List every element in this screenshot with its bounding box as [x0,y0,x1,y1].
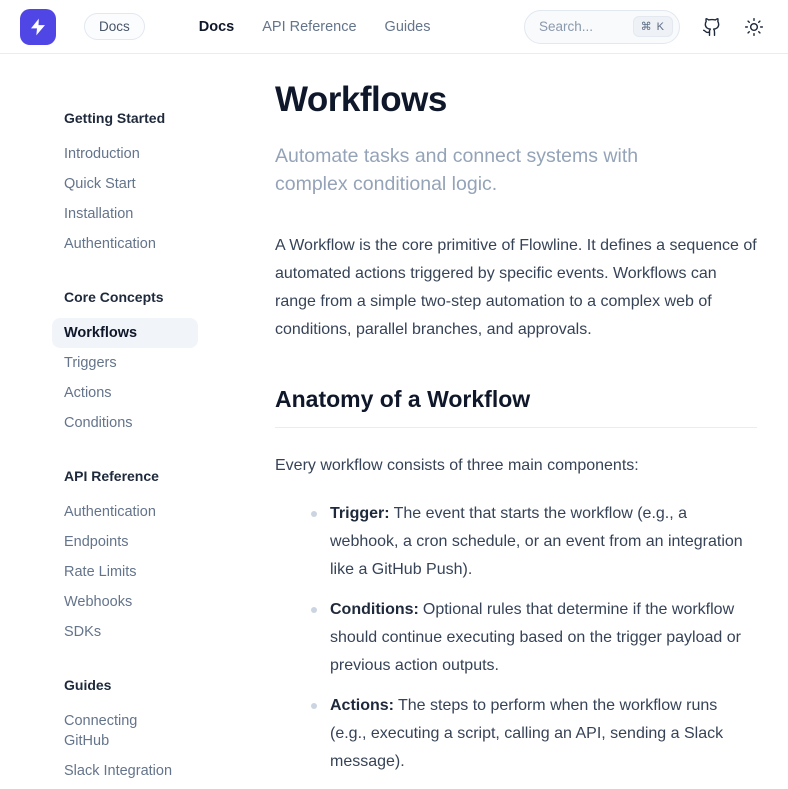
sidebar-item-endpoints[interactable]: Endpoints [64,534,129,550]
top-navbar [0,0,788,54]
main-content [275,54,757,789]
bullet-text: The steps to perform when the workflow runs (e.g., executing a script, calling an API, sending a Slack message). [330,697,724,770]
sidebar-section-list [52,497,198,647]
sidebar-item-authentication[interactable]: Authentication [64,504,156,520]
app-logo[interactable] [20,9,56,45]
list-item [275,692,757,776]
bullet-term: Conditions: [330,601,419,618]
list-item [275,596,757,680]
nav-link-guides[interactable]: Guides [384,18,431,35]
github-icon[interactable] [702,17,722,37]
docs-version-badge[interactable]: Docs [84,13,145,40]
lightning-bolt-icon [28,17,48,37]
sidebar-section-title: Core Concepts [64,289,164,305]
sidebar-item-authentication[interactable]: Authentication [64,236,156,252]
bullet-term: Actions: [330,697,394,714]
page-subtitle: Automate tasks and connect systems with complex conditional logic. [275,145,639,195]
nav-link-api-reference[interactable]: API Reference [262,18,357,35]
search-input[interactable] [539,19,617,34]
bullet-text: Optional rules that determine if the workflow should continue executing based on the trigger payload or previous action outputs. [330,601,741,674]
sidebar-item-quick-start[interactable]: Quick Start [64,176,136,192]
bullet-term: Trigger: [330,505,390,522]
sidebar-section-title: Getting Started [64,110,166,126]
sidebar-section-list [52,706,198,786]
intro-paragraph: A Workflow is the core primitive of Flowline. It defines a sequence of automated actions triggered by specific events. Workflows can range from a simple two-step automation to a complex web of conditions, parallel branches, and approvals. [275,237,757,338]
sidebar-section-title: Guides [64,677,112,693]
sidebar-item-rate-limits[interactable]: Rate Limits [64,564,137,580]
sidebar-section-title: API Reference [64,468,159,484]
sidebar-item-actions[interactable]: Actions [64,385,112,401]
sidebar-section-list [52,139,198,259]
sidebar-item-workflows[interactable]: Workflows [52,318,198,348]
sidebar-item-installation[interactable]: Installation [64,206,134,222]
sidebar-item-webhooks[interactable]: Webhooks [64,594,133,610]
sidebar-item-triggers[interactable]: Triggers [64,355,117,371]
search-shortcut-kbd: ⌘ K [633,16,673,37]
sidebar [0,54,275,789]
sun-theme-toggle-icon[interactable] [744,17,764,37]
search-box[interactable] [524,10,680,44]
sidebar-nav [52,110,198,786]
sidebar-item-introduction[interactable]: Introduction [64,146,140,162]
nav-link-docs[interactable]: Docs [198,18,235,35]
section-heading: Anatomy of a Workflow [275,386,757,428]
top-navigation [199,19,431,35]
page-title: Workflows [275,80,447,119]
sidebar-item-slack-integration[interactable]: Slack Integration [64,763,173,779]
sidebar-section-list [52,318,198,438]
components-list [275,500,757,776]
sidebar-item-connecting-github[interactable]: Connecting GitHub [64,713,138,749]
bullet-text: The event that starts the workflow (e.g., a webhook, a cron schedule, or an event from an integration like a GitHub Push). [330,505,743,578]
sidebar-item-conditions[interactable]: Conditions [64,415,133,431]
sidebar-item-sdks[interactable]: SDKs [64,624,102,640]
section-lead: Every workflow consists of three main components: [275,457,639,474]
list-item [275,500,757,584]
